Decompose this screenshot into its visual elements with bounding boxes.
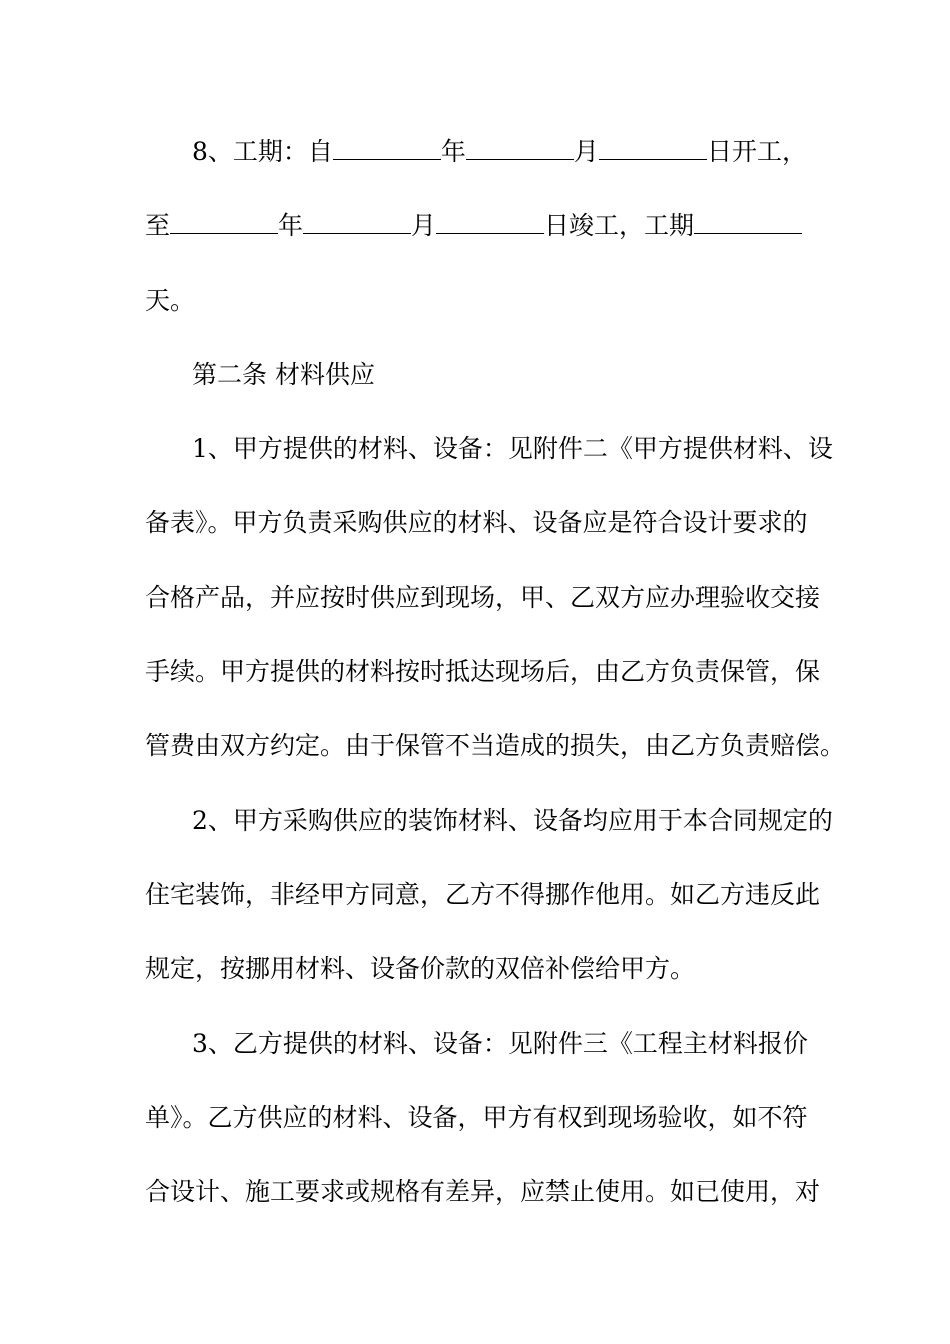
start-year-blank xyxy=(333,135,441,160)
start-label: 日开工， xyxy=(706,137,807,166)
year-label-2: 年 xyxy=(278,211,304,241)
paragraph-line: 管费由双方约定。由于保管不当造成的损失，由乙方负责赔偿。 xyxy=(145,731,846,761)
month-label: 月 xyxy=(573,137,599,166)
end-label: 日竣工，工期 xyxy=(544,211,695,241)
section-heading: 第二条 材料供应 xyxy=(192,359,375,389)
paragraph-line: 合设计、施工要求或规格有差异，应禁止使用。如已使用，对 xyxy=(145,1177,821,1207)
month-label-2: 月 xyxy=(411,211,437,241)
end-day-blank xyxy=(436,209,544,234)
year-label: 年 xyxy=(440,137,466,166)
end-year-blank xyxy=(170,209,278,234)
paragraph-line: 合格产品，并应按时供应到现场，甲、乙双方应办理验收交接 xyxy=(145,582,821,612)
clause-8-prefix: 8、工期：自 xyxy=(192,137,333,166)
days-label: 天。 xyxy=(145,285,196,315)
paragraph-line: 住宅装饰，非经甲方同意，乙方不得挪作他用。如乙方违反此 xyxy=(145,879,821,909)
clause-8-line-1 xyxy=(145,127,813,201)
paragraph-line: 规定，按挪用材料、设备价款的双倍补偿给甲方。 xyxy=(145,954,696,984)
to-label: 至 xyxy=(145,211,171,241)
start-day-blank xyxy=(599,135,707,160)
paragraph-line: 单》。乙方供应的材料、设备，甲方有权到现场验收，如不符 xyxy=(145,1102,808,1132)
end-month-blank xyxy=(303,209,411,234)
clause-8-line-2 xyxy=(145,201,813,275)
paragraph-line: 1、甲方提供的材料、设备：见附件二《甲方提供材料、设 xyxy=(192,434,833,464)
paragraph-line: 手续。甲方提供的材料按时抵达现场后，由乙方负责保管，保 xyxy=(145,657,821,687)
start-month-blank xyxy=(466,135,574,160)
paragraph-line: 2、甲方采购供应的装饰材料、设备均应用于本合同规定的 xyxy=(192,805,833,835)
document-body xyxy=(145,127,846,1241)
paragraph-line: 备表》。甲方负责采购供应的材料、设备应是符合设计要求的 xyxy=(145,508,808,538)
duration-blank xyxy=(694,209,802,234)
paragraph-line: 3、乙方提供的材料、设备：见附件三《工程主材料报价 xyxy=(192,1028,808,1058)
clause-8-line-3 xyxy=(145,276,813,350)
